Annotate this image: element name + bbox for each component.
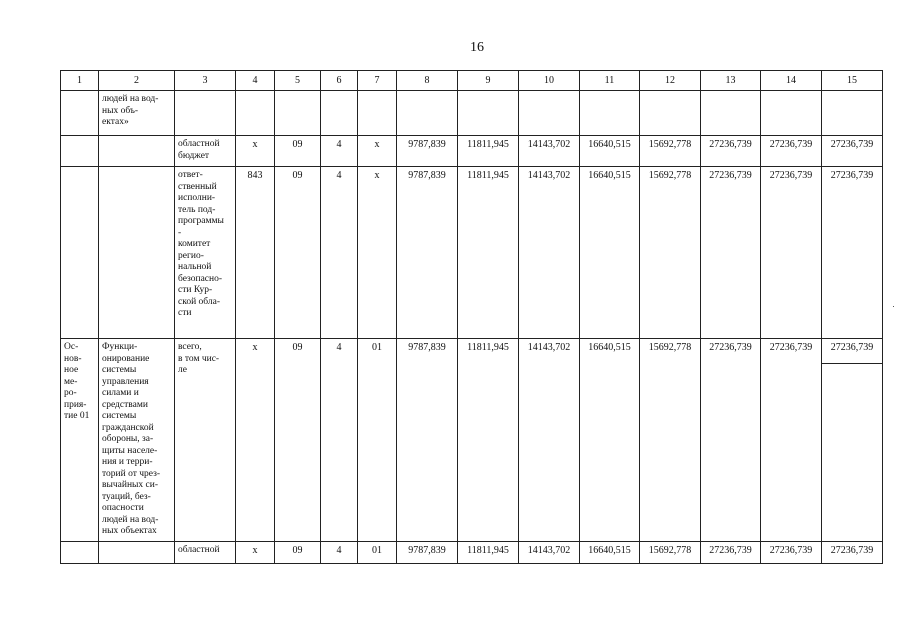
header-row [61, 71, 883, 91]
value-cell: 14143,702 [519, 339, 580, 542]
header-cell: 5 [275, 71, 321, 91]
code-cell: x [236, 541, 275, 563]
table-row [61, 136, 883, 167]
total-label: всего, в том чис- ле [175, 339, 236, 542]
measure-name-continuation: людей на вод- ных объ- ектах» [99, 91, 175, 136]
header-cell: 4 [236, 71, 275, 91]
value-cell: 27236,739 [701, 541, 761, 563]
header-cell: 2 [99, 71, 175, 91]
value-cell: 27236,739 [701, 339, 761, 542]
value-cell: 27236,739 [761, 136, 822, 167]
table-row [61, 339, 883, 364]
value-cell: 14143,702 [519, 541, 580, 563]
header-cell: 7 [358, 71, 397, 91]
table-cell [519, 91, 580, 136]
value-cell: 16640,515 [580, 339, 640, 542]
table-row [61, 541, 883, 563]
value-cell: 11811,945 [458, 541, 519, 563]
table-row [61, 91, 883, 136]
value-cell: 16640,515 [580, 136, 640, 167]
table-cell [458, 91, 519, 136]
table-cell [61, 136, 99, 167]
code-cell: 4 [321, 339, 358, 542]
value-cell: 9787,839 [397, 136, 458, 167]
table-row [61, 167, 883, 339]
code-cell: 09 [275, 541, 321, 563]
code-cell: x [358, 167, 397, 339]
table-cell [61, 541, 99, 563]
value-cell: 27236,739 [761, 339, 822, 542]
table-cell [358, 91, 397, 136]
value-cell: 27236,739 [761, 167, 822, 339]
header-cell: 13 [701, 71, 761, 91]
code-cell: 09 [275, 339, 321, 542]
value-cell: 11811,945 [458, 339, 519, 542]
value-cell: 16640,515 [580, 167, 640, 339]
header-cell: 9 [458, 71, 519, 91]
code-cell: x [358, 136, 397, 167]
table-cell [99, 167, 175, 339]
value-cell: 11811,945 [458, 167, 519, 339]
table-cell [99, 541, 175, 563]
code-cell: x [236, 339, 275, 542]
value-cell: 15692,778 [640, 339, 701, 542]
value-cell: 27236,739 [701, 167, 761, 339]
code-cell: 843 [236, 167, 275, 339]
header-cell: 11 [580, 71, 640, 91]
header-cell: 8 [397, 71, 458, 91]
code-cell: 01 [358, 339, 397, 542]
table-cell [822, 91, 883, 136]
table-cell [822, 364, 883, 541]
measure-label: Ос- нов- ное ме- ро- прия- тие 01 [61, 339, 99, 542]
value-cell: 16640,515 [580, 541, 640, 563]
code-cell: x [236, 136, 275, 167]
value-cell: 15692,778 [640, 167, 701, 339]
value-cell: 27236,739 [822, 339, 883, 364]
code-cell: 4 [321, 136, 358, 167]
source-cell: областной [175, 541, 236, 563]
code-cell: 01 [358, 541, 397, 563]
value-cell: 27236,739 [822, 541, 883, 563]
value-cell: 9787,839 [397, 541, 458, 563]
value-cell: 14143,702 [519, 167, 580, 339]
table-cell [397, 91, 458, 136]
value-cell: 15692,778 [640, 541, 701, 563]
header-cell: 3 [175, 71, 236, 91]
measure-name: Функци- онирование системы управления силами и средствами системы гражданской обороны, за- щиты населе- ния и терри- торий от чрез- вычайных си- туаций, без- опасности людей на вод- ных объектах [99, 339, 175, 542]
header-cell: 6 [321, 71, 358, 91]
table-cell [761, 91, 822, 136]
code-cell: 09 [275, 167, 321, 339]
value-cell: 9787,839 [397, 167, 458, 339]
header-cell: 14 [761, 71, 822, 91]
source-cell: областной бюджет [175, 136, 236, 167]
value-cell: 27236,739 [822, 136, 883, 167]
table-cell [321, 91, 358, 136]
value-cell: 14143,702 [519, 136, 580, 167]
header-cell: 1 [61, 71, 99, 91]
budget-table [60, 70, 883, 564]
scan-speck [893, 306, 894, 307]
table-cell [275, 91, 321, 136]
table-cell [99, 136, 175, 167]
code-cell: 09 [275, 136, 321, 167]
table-cell [640, 91, 701, 136]
table-cell [61, 91, 99, 136]
value-cell: 27236,739 [761, 541, 822, 563]
code-cell: 4 [321, 541, 358, 563]
table-cell [580, 91, 640, 136]
value-cell: 9787,839 [397, 339, 458, 542]
value-cell: 15692,778 [640, 136, 701, 167]
value-cell: 27236,739 [822, 167, 883, 339]
table-cell [61, 167, 99, 339]
header-cell: 10 [519, 71, 580, 91]
table-cell [175, 91, 236, 136]
table-cell [236, 91, 275, 136]
value-cell: 27236,739 [701, 136, 761, 167]
table-cell [701, 91, 761, 136]
value-cell: 11811,945 [458, 136, 519, 167]
executor-cell: ответ- ственный исполни- тель под- программы - комитет регио- нальной безопасно- сти Кур- ской обла- сти [175, 167, 236, 339]
header-cell: 15 [822, 71, 883, 91]
page-number: 16 [470, 40, 484, 55]
header-cell: 12 [640, 71, 701, 91]
code-cell: 4 [321, 167, 358, 339]
